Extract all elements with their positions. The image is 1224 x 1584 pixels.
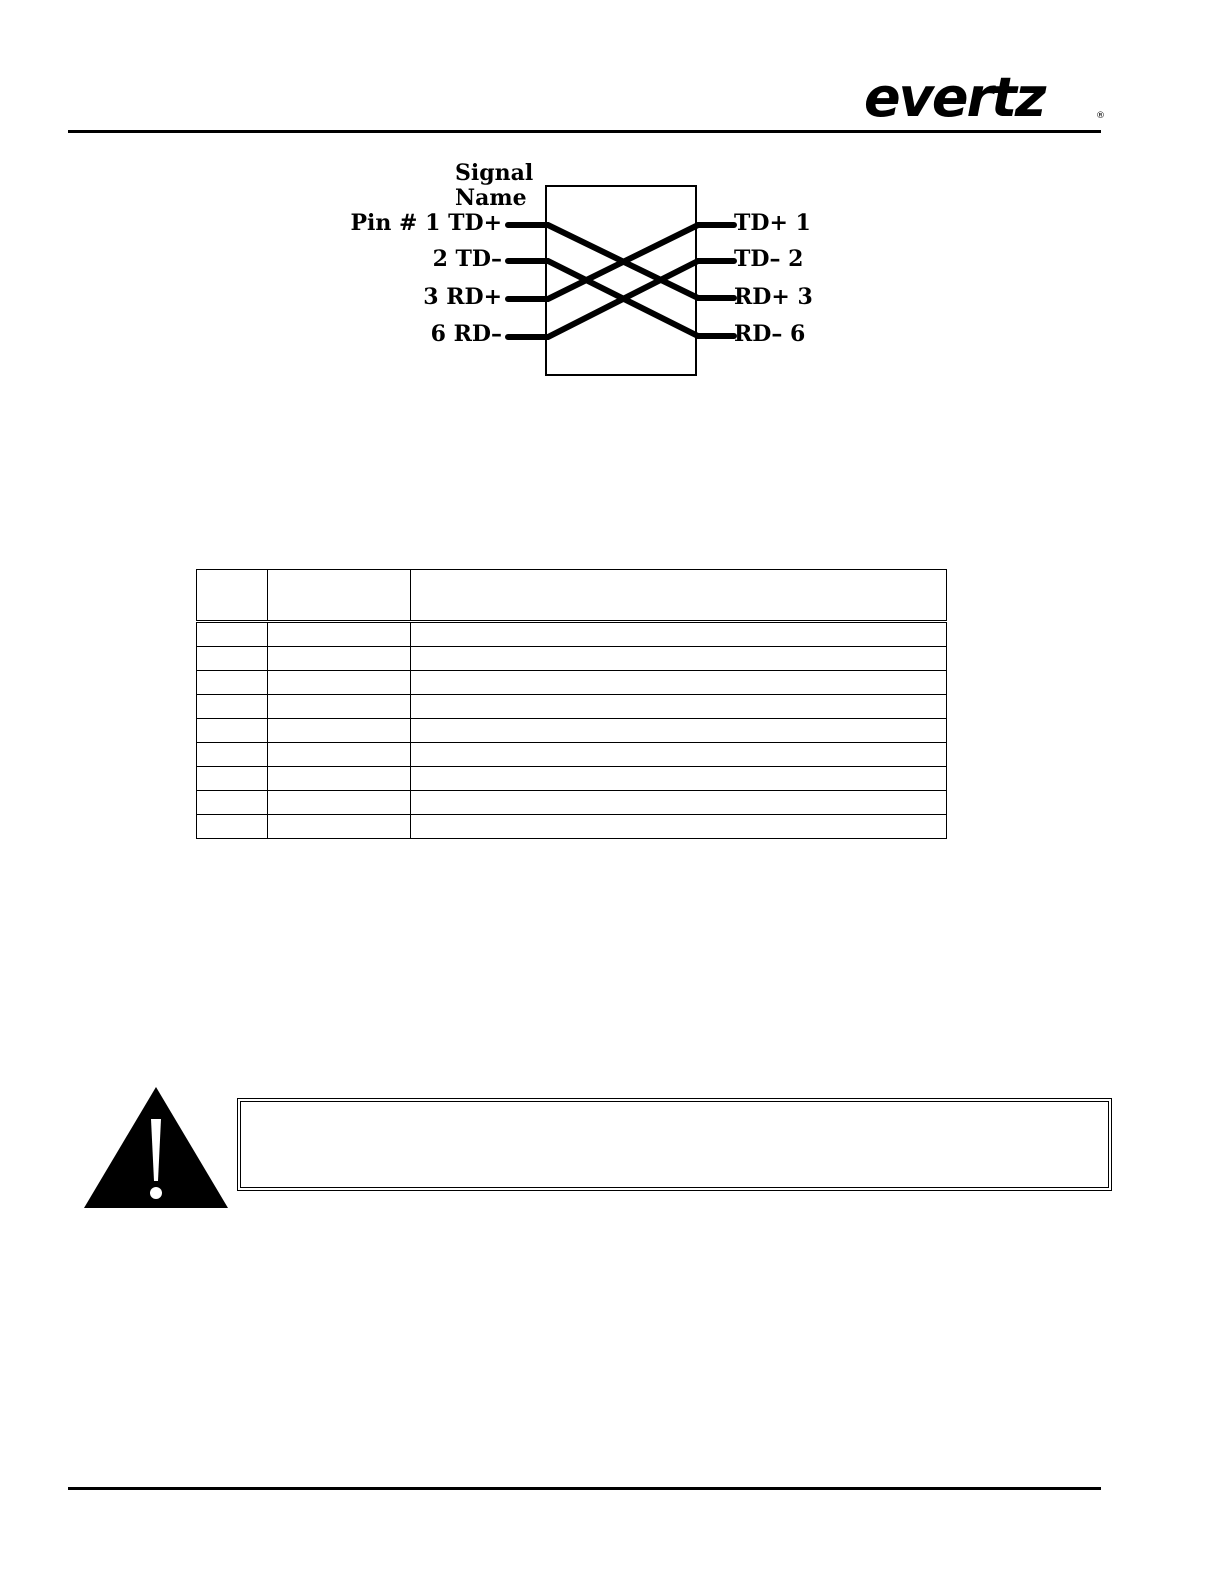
table-row bbox=[197, 791, 947, 815]
cell-pin bbox=[197, 671, 268, 695]
cell-description bbox=[411, 622, 947, 647]
footer-rule bbox=[68, 1487, 1101, 1490]
header-name bbox=[268, 570, 411, 622]
table-row bbox=[197, 743, 947, 767]
cell-pin bbox=[197, 622, 268, 647]
connector-box bbox=[546, 186, 696, 375]
right-label-pin1: TD+ 1 bbox=[734, 210, 811, 236]
header-description bbox=[411, 570, 947, 622]
cell-pin bbox=[197, 815, 268, 839]
cell-description bbox=[411, 671, 947, 695]
cell-name bbox=[268, 622, 411, 647]
cell-description bbox=[411, 743, 947, 767]
cell-description bbox=[411, 719, 947, 743]
left-label-pin6: 6 RD– bbox=[430, 321, 502, 347]
logo-registered-mark: ® bbox=[1096, 111, 1105, 121]
cell-pin bbox=[197, 767, 268, 791]
table-header-row bbox=[197, 570, 947, 622]
header-pin bbox=[197, 570, 268, 622]
cell-description bbox=[411, 791, 947, 815]
logo-wordmark: evertz bbox=[864, 72, 1045, 128]
evertz-logo bbox=[860, 72, 1108, 128]
evertz-logo-graphic bbox=[860, 72, 1108, 128]
cell-name bbox=[268, 791, 411, 815]
left-label-pin1: Pin # 1 TD+ bbox=[350, 210, 502, 236]
cell-name bbox=[268, 743, 411, 767]
cell-name bbox=[268, 815, 411, 839]
right-label-pin6: RD– 6 bbox=[734, 321, 806, 347]
cell-pin bbox=[197, 791, 268, 815]
cell-description bbox=[411, 695, 947, 719]
cell-name bbox=[268, 647, 411, 671]
cell-pin bbox=[197, 647, 268, 671]
cell-name bbox=[268, 695, 411, 719]
right-label-pin3: RD+ 3 bbox=[734, 284, 813, 310]
cell-description bbox=[411, 647, 947, 671]
table-row bbox=[197, 815, 947, 839]
table-row bbox=[197, 695, 947, 719]
left-label-pin2: 2 TD– bbox=[432, 246, 502, 272]
table-row bbox=[197, 719, 947, 743]
warning-triangle-icon bbox=[82, 1085, 230, 1210]
pinout-table bbox=[196, 569, 947, 839]
cell-pin bbox=[197, 695, 268, 719]
cell-description bbox=[411, 815, 947, 839]
cell-pin bbox=[197, 719, 268, 743]
crossover-cable-diagram bbox=[350, 155, 830, 385]
diagram-heading-name: Name bbox=[455, 185, 527, 211]
diagram-heading-signal: Signal bbox=[455, 160, 534, 186]
left-label-pin3: 3 RD+ bbox=[423, 284, 502, 310]
table-row bbox=[197, 671, 947, 695]
table-row bbox=[197, 647, 947, 671]
table-row bbox=[197, 622, 947, 647]
cell-name bbox=[268, 719, 411, 743]
cell-name bbox=[268, 671, 411, 695]
cell-pin bbox=[197, 743, 268, 767]
cell-description bbox=[411, 767, 947, 791]
right-label-pin2: TD– 2 bbox=[734, 246, 804, 272]
header-rule bbox=[68, 130, 1101, 133]
warning-box bbox=[240, 1101, 1109, 1188]
cell-name bbox=[268, 767, 411, 791]
table-row bbox=[197, 767, 947, 791]
